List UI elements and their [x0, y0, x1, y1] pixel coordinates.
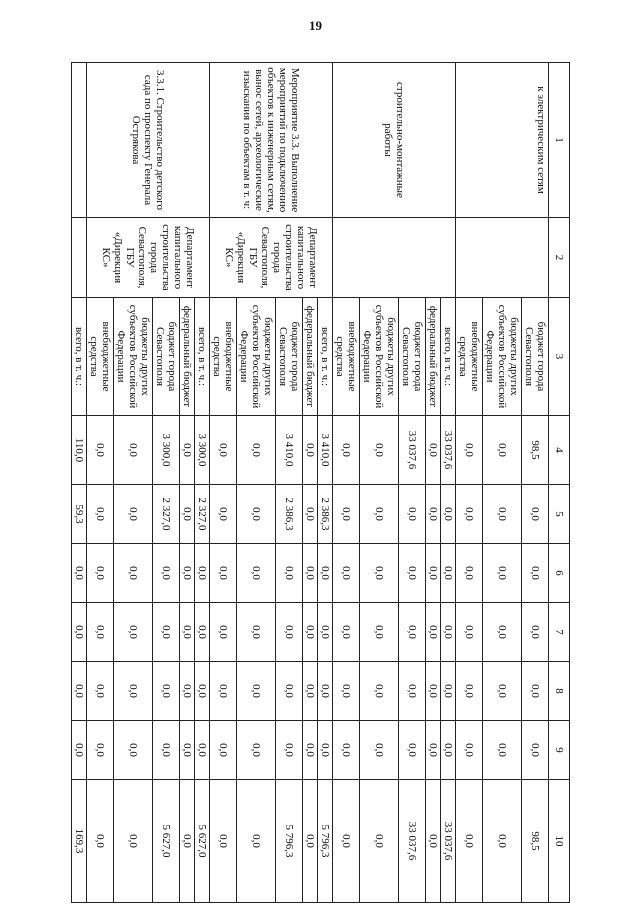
value-cell: 0,0	[441, 485, 456, 544]
value-cell: 0,0	[237, 721, 276, 780]
value-cell: 0,0	[456, 485, 483, 544]
value-cell: 0,0	[276, 544, 303, 603]
table-row	[441, 63, 456, 903]
funding-source-cell: бюджет города Севастополя	[153, 298, 180, 416]
value-cell: 0,0	[456, 603, 483, 662]
table-header-row	[549, 63, 570, 903]
table-row	[522, 63, 549, 903]
value-cell: 0,0	[441, 544, 456, 603]
total-cell: 98,5	[522, 780, 549, 903]
funding-table	[71, 62, 570, 903]
value-cell: 0,0	[114, 485, 153, 544]
column-header: 5	[549, 485, 570, 544]
value-cell: 0,0	[456, 544, 483, 603]
activity-name-cell: к электрическим сетям	[456, 63, 549, 218]
rotated-table-container	[73, 62, 570, 902]
value-cell: 0,0	[72, 544, 87, 603]
value-cell: 0,0	[333, 485, 360, 544]
executor-cell	[333, 218, 456, 298]
funding-source-cell: внебюджетные средства	[87, 298, 114, 416]
value-cell: 0,0	[426, 721, 441, 780]
total-cell: 0,0	[114, 780, 153, 903]
value-cell: 0,0	[153, 721, 180, 780]
value-cell: 0,0	[333, 416, 360, 485]
column-header: 6	[549, 544, 570, 603]
value-cell: 0,0	[426, 603, 441, 662]
value-cell: 0,0	[303, 485, 318, 544]
value-cell: 0,0	[483, 416, 522, 485]
column-header: 9	[549, 721, 570, 780]
column-header: 3	[549, 298, 570, 416]
funding-source-cell: федеральный бюджет	[426, 298, 441, 416]
value-cell: 0,0	[195, 544, 210, 603]
value-cell: 0,0	[456, 662, 483, 721]
value-cell: 0,0	[318, 544, 333, 603]
value-cell: 0,0	[522, 662, 549, 721]
value-cell: 0,0	[303, 416, 318, 485]
executor-cell: Департамент капитального строительства города Севастополя, ГБУ «Дирекция КС»	[210, 218, 333, 298]
funding-source-cell: федеральный бюджет	[180, 298, 195, 416]
value-cell: 0,0	[483, 603, 522, 662]
total-cell: 5 627,0	[153, 780, 180, 903]
total-cell: 0,0	[483, 780, 522, 903]
value-cell: 0,0	[276, 662, 303, 721]
value-cell: 0,0	[456, 416, 483, 485]
total-cell: 0,0	[360, 780, 399, 903]
value-cell: 0,0	[180, 662, 195, 721]
activity-name-cell: строительно-монтажные работы	[333, 63, 456, 218]
funding-source-cell: внебюджетные средства	[210, 298, 237, 416]
value-cell: 0,0	[333, 721, 360, 780]
value-cell: 3 300,0	[153, 416, 180, 485]
value-cell: 0,0	[333, 544, 360, 603]
value-cell: 3 410,0	[318, 416, 333, 485]
value-cell: 0,0	[276, 603, 303, 662]
column-header: 8	[549, 662, 570, 721]
value-cell: 0,0	[114, 603, 153, 662]
value-cell: 0,0	[87, 721, 114, 780]
value-cell: 0,0	[360, 544, 399, 603]
executor-cell	[72, 218, 87, 298]
value-cell: 0,0	[114, 721, 153, 780]
value-cell: 3 410,0	[276, 416, 303, 485]
value-cell: 0,0	[237, 416, 276, 485]
value-cell: 0,0	[87, 662, 114, 721]
value-cell: 33 037,6	[399, 416, 426, 485]
value-cell: 0,0	[483, 721, 522, 780]
value-cell: 0,0	[318, 721, 333, 780]
executor-cell	[456, 218, 549, 298]
total-cell: 0,0	[180, 780, 195, 903]
total-cell: 5 796,3	[276, 780, 303, 903]
total-cell: 0,0	[210, 780, 237, 903]
funding-source-cell: бюджет города Севастополя	[276, 298, 303, 416]
value-cell: 0,0	[210, 485, 237, 544]
value-cell: 0,0	[399, 603, 426, 662]
column-header: 2	[549, 218, 570, 298]
value-cell: 0,0	[210, 721, 237, 780]
funding-source-cell: внебюджетные средства	[333, 298, 360, 416]
value-cell: 0,0	[360, 485, 399, 544]
value-cell: 0,0	[522, 603, 549, 662]
value-cell: 0,0	[483, 544, 522, 603]
value-cell: 0,0	[153, 603, 180, 662]
value-cell: 0,0	[333, 603, 360, 662]
funding-source-cell: бюджет города Севастополя	[399, 298, 426, 416]
value-cell: 0,0	[483, 485, 522, 544]
value-cell: 0,0	[87, 603, 114, 662]
value-cell: 0,0	[441, 721, 456, 780]
funding-source-cell: всего, в т. ч.:	[72, 298, 87, 416]
value-cell: 0,0	[180, 603, 195, 662]
table-row	[195, 63, 210, 903]
value-cell: 0,0	[483, 662, 522, 721]
funding-source-cell: бюджеты других субъектов Российской Федерации	[360, 298, 399, 416]
value-cell: 2 327,0	[195, 485, 210, 544]
funding-source-cell: всего, в т. ч.:	[441, 298, 456, 416]
value-cell: 2 386,3	[318, 485, 333, 544]
value-cell: 0,0	[114, 416, 153, 485]
value-cell: 0,0	[72, 721, 87, 780]
total-cell: 33 037,6	[399, 780, 426, 903]
value-cell: 0,0	[180, 544, 195, 603]
value-cell: 0,0	[426, 485, 441, 544]
value-cell: 3 300,0	[195, 416, 210, 485]
value-cell: 0,0	[87, 485, 114, 544]
value-cell: 59,3	[72, 485, 87, 544]
column-header: 10	[549, 780, 570, 903]
value-cell: 0,0	[210, 603, 237, 662]
value-cell: 0,0	[360, 416, 399, 485]
value-cell: 2 327,0	[153, 485, 180, 544]
value-cell: 0,0	[180, 416, 195, 485]
total-cell: 33 037,6	[441, 780, 456, 903]
value-cell: 0,0	[426, 416, 441, 485]
activity-name-cell	[72, 63, 87, 218]
funding-source-cell: бюджеты других субъектов Российской Федерации	[483, 298, 522, 416]
value-cell: 0,0	[441, 603, 456, 662]
column-header: 4	[549, 416, 570, 485]
value-cell: 0,0	[399, 721, 426, 780]
total-cell: 0,0	[237, 780, 276, 903]
value-cell: 0,0	[303, 544, 318, 603]
value-cell: 0,0	[522, 485, 549, 544]
table-row	[72, 63, 87, 903]
total-cell: 169,3	[72, 780, 87, 903]
value-cell: 2 386,3	[276, 485, 303, 544]
value-cell: 0,0	[276, 721, 303, 780]
value-cell: 0,0	[318, 662, 333, 721]
value-cell: 33 037,6	[441, 416, 456, 485]
total-cell: 0,0	[87, 780, 114, 903]
total-cell: 5 796,3	[318, 780, 333, 903]
value-cell: 0,0	[153, 662, 180, 721]
funding-source-cell: федеральный бюджет	[303, 298, 318, 416]
funding-source-cell: бюджеты других субъектов Российской Федерации	[237, 298, 276, 416]
funding-source-cell: бюджет города Севастополя	[522, 298, 549, 416]
value-cell: 0,0	[180, 485, 195, 544]
value-cell: 0,0	[441, 662, 456, 721]
value-cell: 0,0	[237, 485, 276, 544]
executor-cell: Департамент капитального строительства города Севастополя, ГБУ «Дирекция КС»	[87, 218, 210, 298]
funding-source-cell: внебюджетные средства	[456, 298, 483, 416]
value-cell: 0,0	[399, 662, 426, 721]
value-cell: 0,0	[303, 662, 318, 721]
value-cell: 0,0	[522, 721, 549, 780]
value-cell: 0,0	[210, 544, 237, 603]
value-cell: 0,0	[333, 662, 360, 721]
activity-name-cell: 3.3.1. Строительство детского сада по проспекту Генерала Острякова	[87, 63, 210, 218]
value-cell: 0,0	[72, 603, 87, 662]
value-cell: 0,0	[303, 603, 318, 662]
value-cell: 0,0	[153, 544, 180, 603]
value-cell: 0,0	[237, 603, 276, 662]
total-cell: 0,0	[426, 780, 441, 903]
total-cell: 0,0	[333, 780, 360, 903]
activity-name-cell: Мероприятие 3.3. Выполнение мероприятий по подключению объектов к инженерным сетям, вынос сетей, археологические изыскания по объектам в т. ч:	[210, 63, 333, 218]
value-cell: 0,0	[426, 662, 441, 721]
value-cell: 0,0	[210, 662, 237, 721]
value-cell: 0,0	[87, 416, 114, 485]
value-cell: 0,0	[456, 721, 483, 780]
total-cell: 0,0	[303, 780, 318, 903]
funding-source-cell: всего, в т. ч.:	[318, 298, 333, 416]
page-number: 19	[309, 18, 322, 33]
value-cell: 0,0	[318, 603, 333, 662]
value-cell: 110,0	[72, 416, 87, 485]
value-cell: 0,0	[426, 544, 441, 603]
value-cell: 0,0	[180, 721, 195, 780]
value-cell: 0,0	[114, 662, 153, 721]
value-cell: 0,0	[195, 662, 210, 721]
column-header: 1	[549, 63, 570, 218]
value-cell: 0,0	[237, 544, 276, 603]
value-cell: 98,5	[522, 416, 549, 485]
value-cell: 0,0	[360, 662, 399, 721]
value-cell: 0,0	[114, 544, 153, 603]
value-cell: 0,0	[210, 416, 237, 485]
value-cell: 0,0	[87, 544, 114, 603]
value-cell: 0,0	[195, 721, 210, 780]
value-cell: 0,0	[360, 603, 399, 662]
value-cell: 0,0	[72, 662, 87, 721]
funding-source-cell: бюджеты других субъектов Российской Федерации	[114, 298, 153, 416]
value-cell: 0,0	[303, 721, 318, 780]
value-cell: 0,0	[399, 485, 426, 544]
total-cell: 5 627,0	[195, 780, 210, 903]
value-cell: 0,0	[522, 544, 549, 603]
total-cell: 0,0	[456, 780, 483, 903]
value-cell: 0,0	[237, 662, 276, 721]
funding-source-cell: всего, в т. ч.:	[195, 298, 210, 416]
table-row	[318, 63, 333, 903]
value-cell: 0,0	[195, 603, 210, 662]
value-cell: 0,0	[360, 721, 399, 780]
column-header: 7	[549, 603, 570, 662]
value-cell: 0,0	[399, 544, 426, 603]
